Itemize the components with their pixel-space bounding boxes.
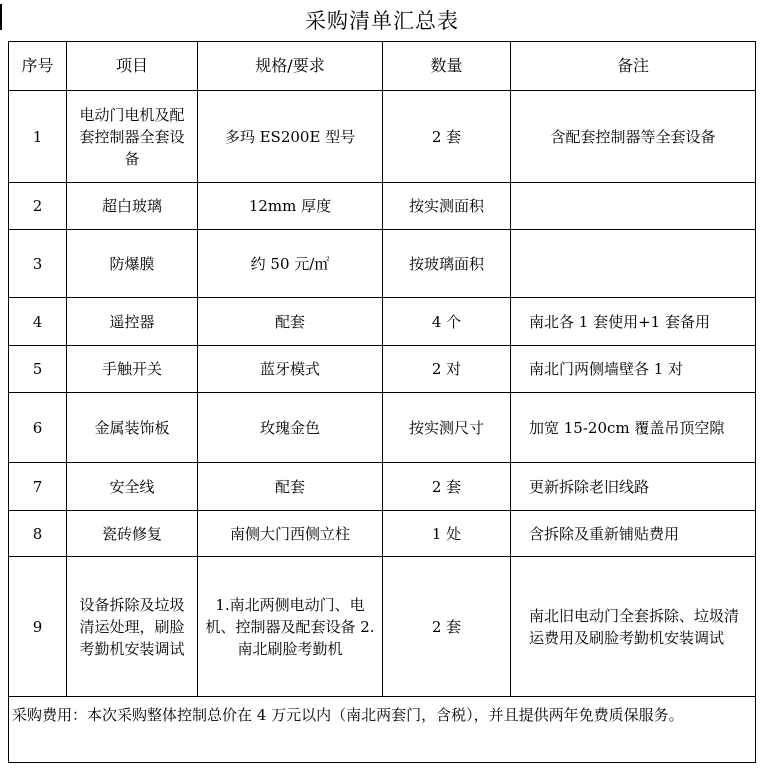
table-header-row <box>9 42 756 91</box>
cell-qty: 1 处 <box>383 511 511 557</box>
cell-note <box>511 230 756 298</box>
header-spec: 规格/要求 <box>198 42 383 91</box>
cell-qty: 2 套 <box>383 91 511 183</box>
cell-no: 5 <box>9 346 67 393</box>
table-row <box>9 230 756 298</box>
cell-note: 加宽 15-20cm 覆盖吊顶空隙 <box>511 393 756 463</box>
cell-note <box>511 183 756 230</box>
cell-qty: 2 套 <box>383 557 511 697</box>
cell-note: 南北各 1 套使用+1 套备用 <box>511 298 756 346</box>
page-title: 采购清单汇总表 <box>305 9 459 33</box>
cell-no: 6 <box>9 393 67 463</box>
table-row <box>9 346 756 393</box>
cell-note: 含配套控制器等全套设备 <box>511 91 756 183</box>
cell-qty: 按玻璃面积 <box>383 230 511 298</box>
cell-item: 瓷砖修复 <box>67 511 198 557</box>
cell-item: 手触开关 <box>67 346 198 393</box>
cell-no: 8 <box>9 511 67 557</box>
cell-item: 防爆膜 <box>67 230 198 298</box>
cell-no: 9 <box>9 557 67 697</box>
cell-item: 设备拆除及垃圾清运处理，刷脸考勤机安装调试 <box>67 557 198 697</box>
cell-qty: 按实测尺寸 <box>383 393 511 463</box>
cell-item: 遥控器 <box>67 298 198 346</box>
cell-spec: 南侧大门西侧立柱 <box>198 511 383 557</box>
procurement-cost-note: 采购费用：本次采购整体控制总价在 4 万元以内（南北两套门，含税），并且提供两年免费质保服务。 <box>9 697 756 763</box>
cell-item: 超白玻璃 <box>67 183 198 230</box>
cell-item: 安全线 <box>67 463 198 511</box>
table-row <box>9 463 756 511</box>
cell-note: 更新拆除老旧线路 <box>511 463 756 511</box>
cell-spec: 配套 <box>198 298 383 346</box>
cell-no: 2 <box>9 183 67 230</box>
cell-qty: 2 套 <box>383 463 511 511</box>
procurement-table <box>8 41 756 763</box>
cell-no: 1 <box>9 91 67 183</box>
cell-qty: 4 个 <box>383 298 511 346</box>
cell-no: 7 <box>9 463 67 511</box>
cell-note: 南北旧电动门全套拆除、垃圾清运费用及刷脸考勤机安装调试 <box>511 557 756 697</box>
cell-spec: 蓝牙模式 <box>198 346 383 393</box>
cell-no: 4 <box>9 298 67 346</box>
header-no: 序号 <box>9 42 67 91</box>
table-row <box>9 557 756 697</box>
cell-spec: 1.南北两侧电动门、电机、控制器及配套设备 2.南北刷脸考勤机 <box>198 557 383 697</box>
cell-no: 3 <box>9 230 67 298</box>
header-qty: 数量 <box>383 42 511 91</box>
cell-note: 南北门两侧墙壁各 1 对 <box>511 346 756 393</box>
cell-spec: 玫瑰金色 <box>198 393 383 463</box>
header-note: 备注 <box>511 42 756 91</box>
table-row <box>9 393 756 463</box>
header-item: 项目 <box>67 42 198 91</box>
cell-spec: 多玛 ES200E 型号 <box>198 91 383 183</box>
cell-spec: 约 50 元/㎡ <box>198 230 383 298</box>
cell-item: 金属装饰板 <box>67 393 198 463</box>
cell-spec: 12mm 厚度 <box>198 183 383 230</box>
table-footer-row <box>9 697 756 763</box>
cell-qty: 2 对 <box>383 346 511 393</box>
table-row <box>9 183 756 230</box>
cell-item: 电动门电机及配套控制器全套设备 <box>67 91 198 183</box>
table-row <box>9 298 756 346</box>
cell-qty: 按实测面积 <box>383 183 511 230</box>
table-row <box>9 511 756 557</box>
cell-spec: 配套 <box>198 463 383 511</box>
table-row <box>9 91 756 183</box>
cell-note: 含拆除及重新铺贴费用 <box>511 511 756 557</box>
